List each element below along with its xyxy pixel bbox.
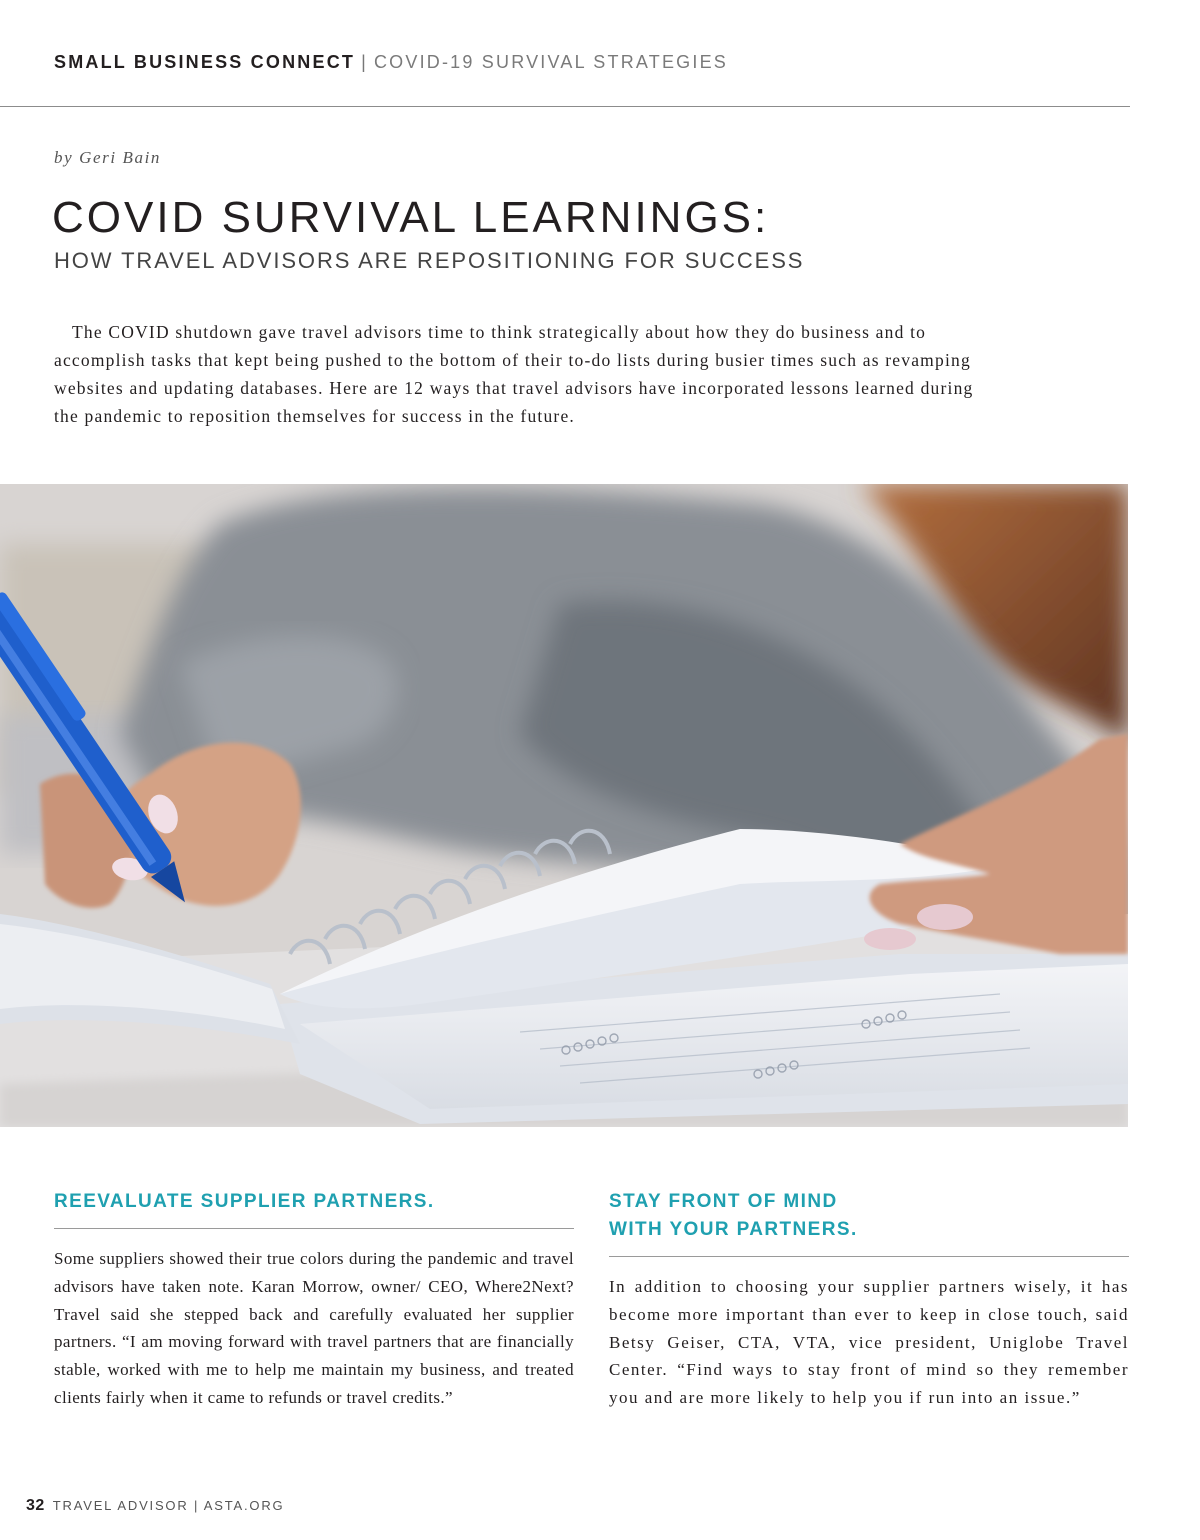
- byline: by Geri Bain: [54, 148, 162, 167]
- publication-name: TRAVEL ADVISOR | ASTA.ORG: [52, 1498, 285, 1513]
- section-divider: [609, 1256, 1129, 1257]
- article-title: COVID SURVIVAL LEARNINGS:: [52, 193, 770, 242]
- header-separator: |: [361, 52, 368, 72]
- section-divider: [54, 1228, 574, 1229]
- section-heading: REEVALUATE SUPPLIER PARTNERS.: [54, 1191, 435, 1212]
- heading-line-1: STAY FRONT OF MIND: [609, 1191, 838, 1212]
- section-heading: [609, 1188, 1129, 1244]
- section-body: In addition to choosing your supplier partners wisely, it has become more important than ever to keep in close touch, said Betsy Geiser, CTA, VTA, vice president, Uniglobe Travel Center. “Find ways to stay front of mind so they remember you and are more likely to help you if run into an issue.”: [609, 1277, 1129, 1408]
- article-photo: [0, 484, 1128, 1127]
- section-name: SMALL BUSINESS CONNECT: [54, 52, 356, 72]
- page-number: 32: [26, 1497, 45, 1514]
- header-divider: [0, 106, 1130, 107]
- writing-in-planner-photo: [0, 484, 1128, 1127]
- section-reevaluate-suppliers: [54, 1188, 574, 1412]
- running-header: [54, 52, 1134, 73]
- intro-paragraph: The COVID shutdown gave travel advisors time to think strategically about how they do business and to accomplish tasks that kept being pushed to the bottom of their to-do lists during busier times such as revamping websites and updating databases. Here are 12 ways that travel advisors have incorporated lessons learned during the pandemic to reposition themselves for success in the future.: [54, 322, 974, 426]
- article-subtitle: HOW TRAVEL ADVISORS ARE REPOSITIONING FOR SUCCESS: [54, 248, 805, 273]
- heading-line-2: WITH YOUR PARTNERS.: [609, 1219, 858, 1240]
- section-stay-front-of-mind: [609, 1188, 1129, 1412]
- page-footer: [26, 1497, 284, 1515]
- section-topic: COVID-19 SURVIVAL STRATEGIES: [373, 52, 728, 72]
- section-body: Some suppliers showed their true colors during the pandemic and travel advisors have taken note. Karan Morrow, owner/ CEO, Where2Next? Travel said she stepped back and carefully evaluated her supplier partners. “I am moving forward with travel partners that are financially stable, worked with me to help me maintain my business, and treated clients fairly when it came to refunds or travel credits.”: [54, 1249, 574, 1407]
